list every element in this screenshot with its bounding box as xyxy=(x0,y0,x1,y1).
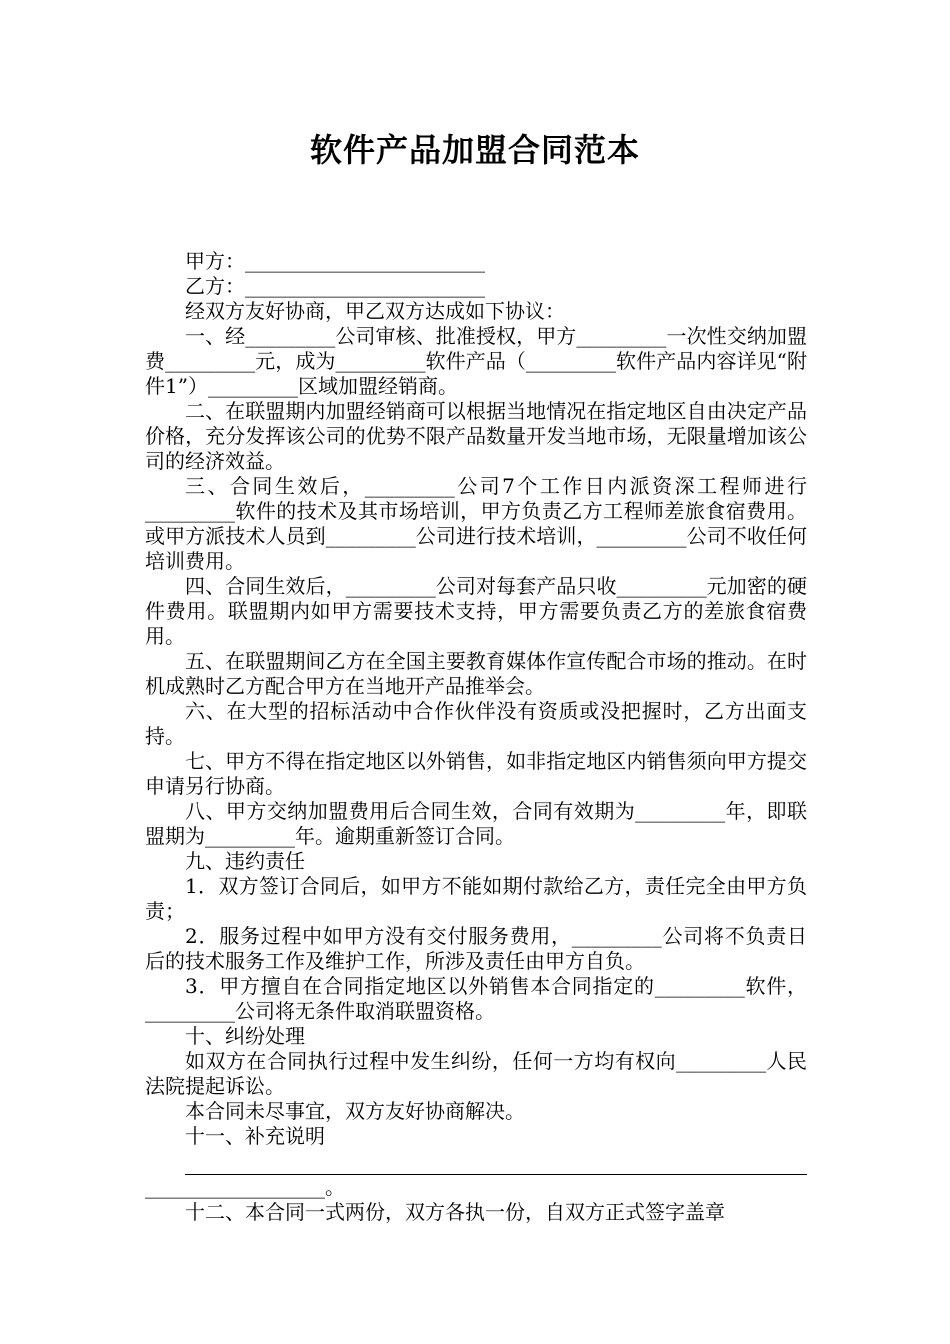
clause-4: 四、合同生效后，_________公司对每套产品只收_________元加密的硬件费用。联盟期内如甲方需要技术支持，甲方需要负责乙方的差旅食宿费用。 xyxy=(145,574,807,648)
party-b-line: 乙方：________________________ xyxy=(185,274,485,298)
document-title: 软件产品加盟合同范本 xyxy=(309,131,640,169)
clause-9-item-1: 1．双方签订合同后，如甲方不能如期付款给乙方，责任完全由甲方负责； xyxy=(145,874,807,923)
clause-9-heading: 九、违约责任 xyxy=(185,849,305,873)
clause-9-item-2: 2．服务过程中如甲方没有交付服务费用，_________公司将不负责日后的技术服务工作及维护工作，所涉及责任由甲方自负。 xyxy=(145,924,807,973)
supplement-blank-line xyxy=(185,1149,807,1175)
closing-note: 本合同未尽事宜，双方友好协商解决。 xyxy=(185,1099,525,1123)
clause-12: 十二、本合同一式两份，双方各执一份，自双方正式签字盖章 xyxy=(185,1200,725,1224)
clause-2: 二、在联盟期内加盟经销商可以根据当地情况在指定地区自由决定产品价格，充分发挥该公司的优势不限产品数量开发当地市场，无限量增加该公司的经济效益。 xyxy=(145,399,807,473)
clause-9-item-3: 3．甲方擅自在合同指定地区以外销售本合同指定的_________软件，_________公司将无条件取消联盟资格。 xyxy=(145,974,807,1023)
clause-7: 七、甲方不得在指定地区以外销售，如非指定地区内销售须向甲方提交申请另行协商。 xyxy=(145,749,807,798)
clause-1: 一、经_________公司审核、批准授权，甲方_________一次性交纳加盟费_________元，成为_________软件产品（_________软件产品内容详见“附件1”）_________区域加盟经销商。 xyxy=(145,324,807,398)
party-a-line: 甲方：________________________ xyxy=(185,249,485,273)
contract-body xyxy=(145,249,807,1225)
clause-10-heading: 十、纠纷处理 xyxy=(185,1024,305,1048)
clause-10-text: 如双方在合同执行过程中发生纠纷，任何一方均有权向_________人民法院提起诉讼。 xyxy=(145,1049,807,1098)
clause-11-heading: 十一、补充说明 xyxy=(185,1124,325,1148)
clause-5: 五、在联盟期间乙方在全国主要教育媒体作宣传配合市场的推动。在时机成熟时乙方配合甲方在当地开产品推举会。 xyxy=(145,649,807,698)
clause-3: 三、合同生效后，_________公司7个工作日内派资深工程师进行_________软件的技术及其市场培训，甲方负责乙方工程师差旅食宿费用。或甲方派技术人员到_________公司进行技术培训，_________公司不收任何培训费用。 xyxy=(145,474,807,573)
clause-6: 六、在大型的招标活动中合作伙伴没有资质或没把握时，乙方出面支持。 xyxy=(145,699,807,748)
clause-8: 八、甲方交纳加盟费用后合同生效，合同有效期为_________年，即联盟期为_________年。逾期重新签订合同。 xyxy=(145,799,807,848)
supplement-tail: __________________。 xyxy=(145,1175,345,1199)
intro-paragraph: 经双方友好协商，甲乙双方达成如下协议： xyxy=(185,299,565,323)
